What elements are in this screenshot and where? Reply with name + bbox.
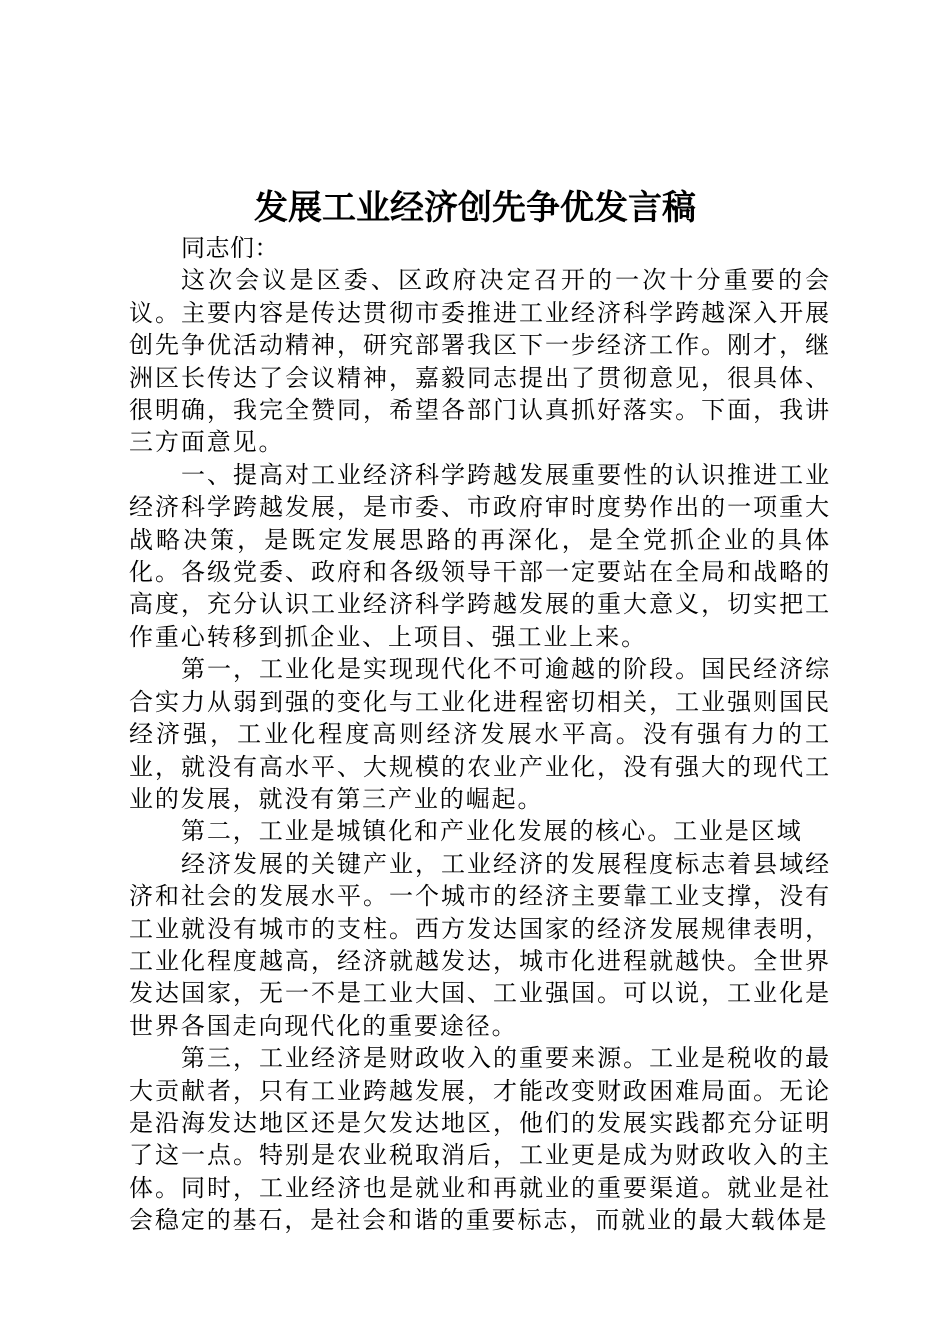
greeting: 同志们： — [181, 234, 279, 262]
paragraph-intro: 这次会议是区委、区政府决定召开的一次十分重要的会议。主要内容是传达贯彻市委推进工业经济科学跨越深入开展创先争优活动精神，研究部署我区下一步经济工作。刚才，继洲区长传达了会议精神，嘉毅同志提出了贯彻意见，很具体、很明确，我完全赞同，希望各部门认真抓好落实。下面，我讲三方面意见。 — [129, 266, 831, 457]
paragraph-point-three: 第三，工业经济是财政收入的重要来源。工业是税收的最大贡献者，只有工业跨越发展，才能改变财政困难局面。无论是沿海发达地区还是欠发达地区，他们的发展实践都充分证明了这一点。特别是农业税取消后，工业更是成为财政收入的主体。同时，工业经济也是就业和再就业的重要渠道。就业是社会稳定的基石，是社会和谐的重要标志，而就业的最大载体是 — [129, 1044, 831, 1235]
paragraph-point-two-heading: 第二，工业是城镇化和产业化发展的核心。工业是区域 — [181, 817, 803, 846]
paragraph-point-two-body: 经济发展的关键产业，工业经济的发展程度标志着县域经济和社会的发展水平。一个城市的经济主要靠工业支撑，没有工业就没有城市的支柱。西方发达国家的经济发展规律表明，工业化程度越高，经济就越发达，城市化进程就越快。全世界发达国家，无一不是工业大国、工业强国。可以说，工业化是世界各国走向现代化的重要途径。 — [129, 849, 831, 1040]
document-body — [129, 232, 831, 1237]
document-title: 发展工业经济创先争优发言稿 — [254, 188, 696, 228]
paragraph-section-one: 一、提高对工业经济科学跨越发展重要性的认识推进工业经济科学跨越发展，是市委、市政府审时度势作出的一项重大战略决策，是既定发展思路的再深化，是全党抓企业的具体化。各级党委、政府和各级领导干部一定要站在全局和战略的高度，充分认识工业经济科学跨越发展的重大意义，切实把工作重心转移到抓企业、上项目、强工业上来。 — [129, 460, 831, 651]
paragraph-point-one: 第一，工业化是实现现代化不可逾越的阶段。国民经济综合实力从弱到强的变化与工业化进程密切相关，工业强则国民经济强，工业化程度高则经济发展水平高。没有强有力的工业，就没有高水平、大规模的农业产业化，没有强大的现代工业的发展，就没有第三产业的崛起。 — [129, 655, 831, 813]
